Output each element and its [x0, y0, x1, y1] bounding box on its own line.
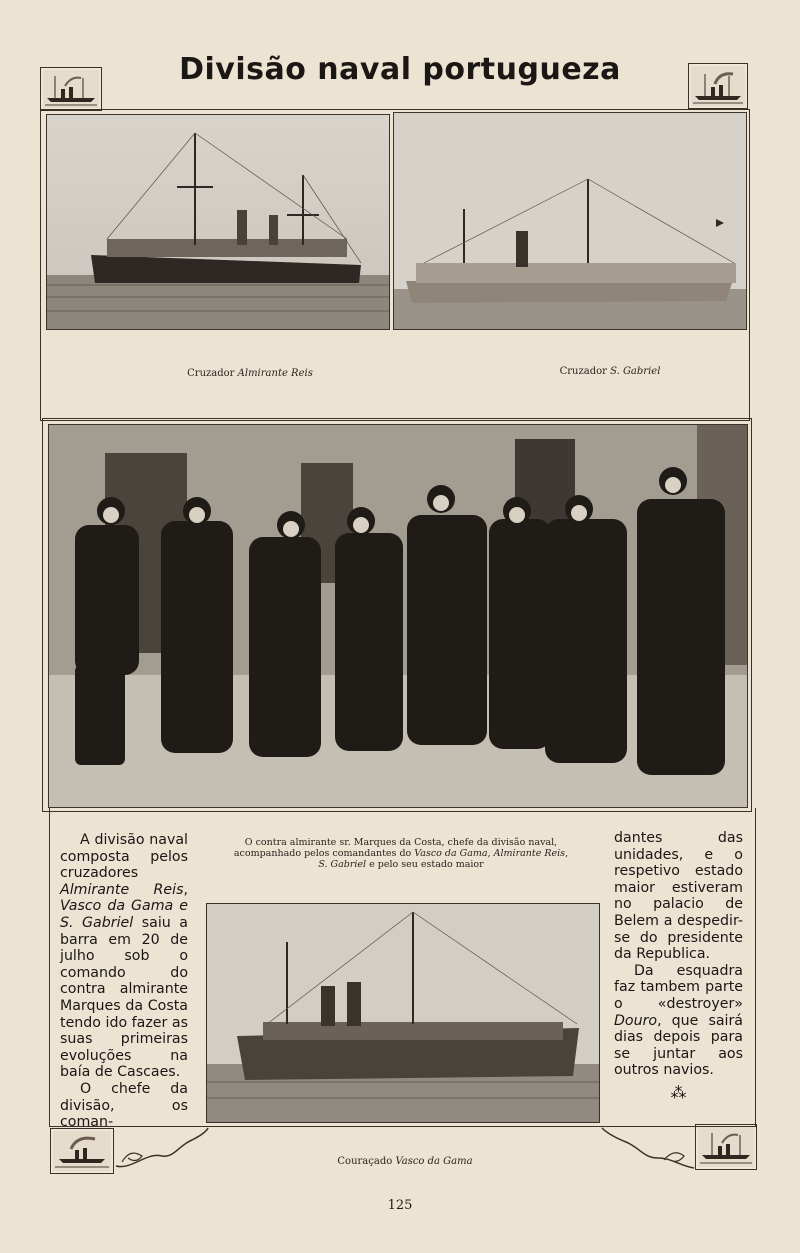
ship-name: Douro	[614, 1012, 658, 1029]
article-paragraph	[614, 963, 743, 1079]
caption-ship-name: Almirante Reis	[493, 848, 566, 859]
caption-line-2	[206, 848, 596, 859]
ship-name: S. Gabriel	[60, 914, 134, 931]
scroll-ornament-right	[600, 1124, 696, 1172]
page-number: 125	[387, 1198, 413, 1213]
caption-ship-name: S. Gabriel	[610, 366, 661, 377]
caption-cruiser-almirante-reis	[120, 368, 380, 379]
caption-battleship-vasco-da-gama	[280, 1156, 530, 1167]
ship-name: Vasco da Gama	[60, 898, 174, 915]
article-left-column	[60, 832, 188, 1131]
caption-text: ,	[487, 848, 491, 859]
caption-prefix: Cruzador	[559, 366, 607, 377]
cruiser-s-gabriel-photo	[393, 112, 747, 330]
caption-text: acompanhado pelos comandantes do	[233, 848, 412, 859]
article-text: , que sairá dias depois para se juntar aos outros navios.	[614, 1012, 743, 1079]
caption-ship-name: Almirante Reis	[237, 368, 313, 379]
scroll-ornament-left	[112, 1126, 210, 1174]
article-paragraph: dantes das unidades, e o respetivo estado maior estiveram no palacio de Belem a despedir-se do presidente da Republica.	[614, 830, 743, 963]
ship-icon	[41, 68, 101, 110]
caption-prefix: Couraçado	[337, 1156, 393, 1167]
ship-icon	[51, 1129, 113, 1173]
officers-group-photo	[48, 424, 748, 808]
battleship-vasco-da-gama-photo	[206, 903, 600, 1123]
ship-vignette-top-right	[688, 63, 748, 109]
cruiser-almirante-reis-photo	[46, 114, 390, 330]
caption-ship-name: Vasco da Gama	[395, 1156, 473, 1167]
article-text: ,	[183, 881, 188, 898]
ship-name: Almirante Reis	[60, 881, 184, 898]
page-title: Divisão naval portugueza	[179, 52, 621, 87]
caption-cruiser-s-gabriel	[480, 366, 740, 377]
article-right-column	[614, 830, 743, 1102]
caption-ship-name: Vasco da Gama	[414, 848, 488, 859]
article-text: e	[179, 898, 188, 915]
article-text: Da esquadra faz tambem parte o «destroyer»	[614, 962, 743, 1012]
article-paragraph	[60, 832, 188, 1081]
caption-text: ,	[565, 848, 569, 859]
caption-prefix: Cruzador	[187, 368, 235, 379]
caption-text: e pelo seu estado maior	[369, 859, 484, 870]
ship-vignette-bottom-right	[695, 1124, 757, 1170]
ornament-asterism: ⁂	[670, 1082, 687, 1102]
article-text: saiu a barra em 20 de julho sob o comando do contra almirante Marques da Costa tendo ido fazer as suas primeiras evoluções na baía de Cascaes.	[60, 914, 188, 1081]
caption-ship-name: S. Gabriel	[318, 859, 367, 870]
caption-line-3	[206, 859, 596, 870]
ship-vignette-top-left	[40, 67, 102, 111]
ship-icon	[689, 64, 747, 108]
article-text: A divisão naval composta pelos cruzadores	[60, 832, 188, 882]
ship-icon	[696, 1125, 756, 1169]
caption-officers-group	[206, 837, 596, 870]
article-paragraph: O chefe da divisão, os coman-	[60, 1080, 188, 1131]
ship-vignette-bottom-left	[50, 1128, 114, 1174]
caption-line-1: O contra almirante sr. Marques da Costa, chefe da divisão naval,	[244, 837, 558, 848]
